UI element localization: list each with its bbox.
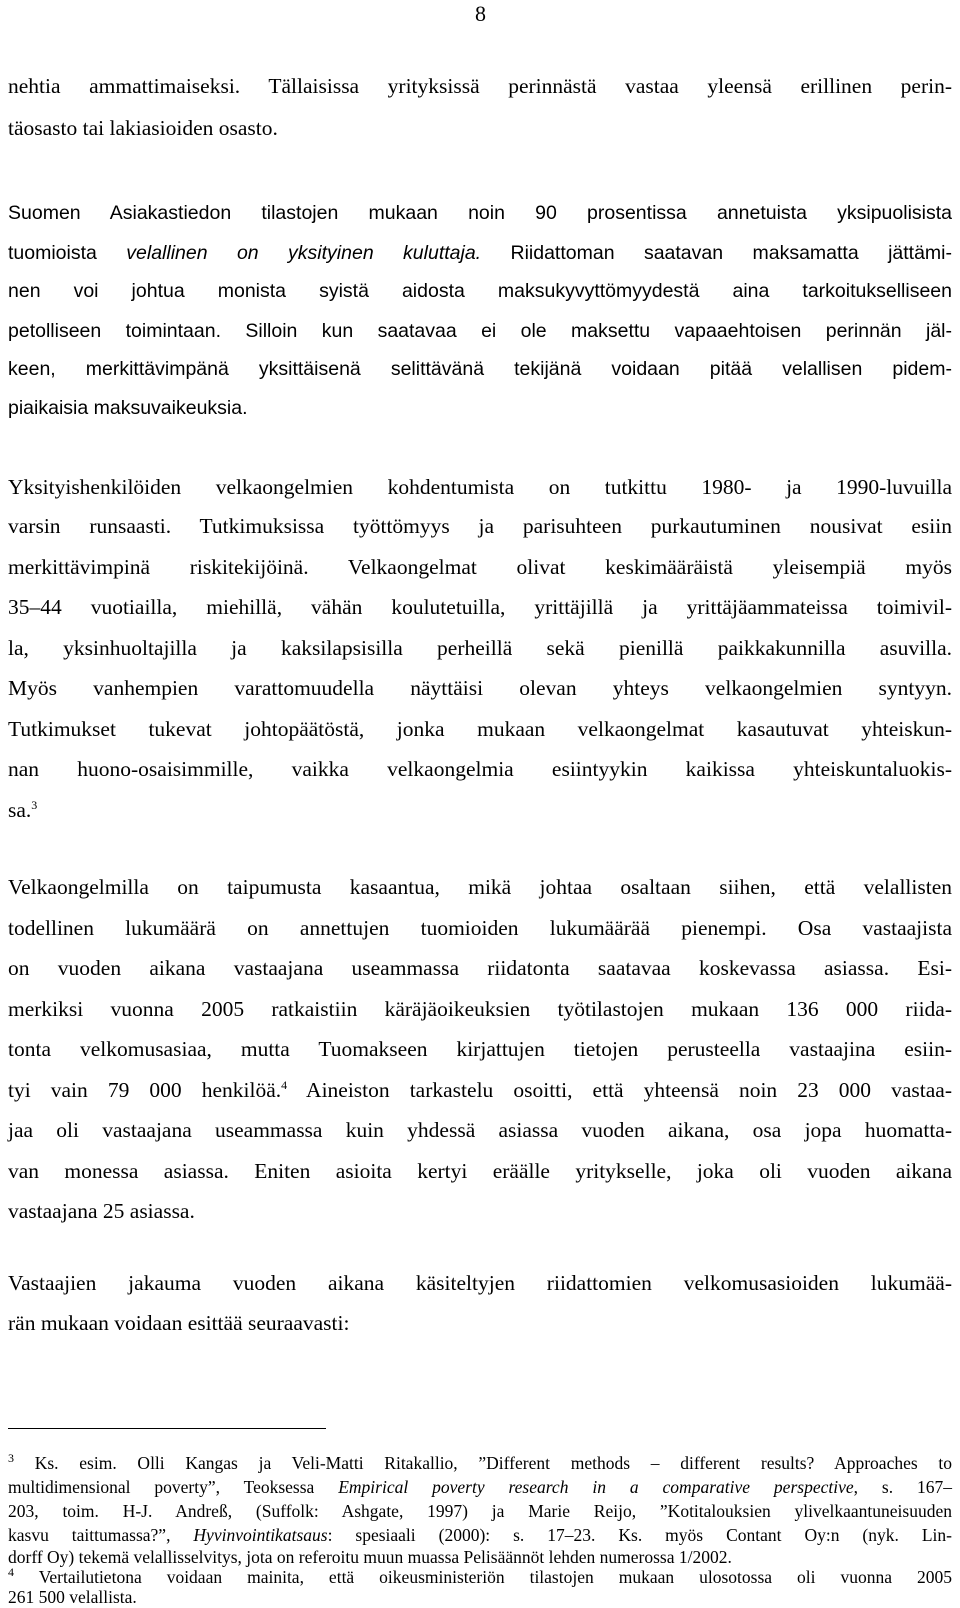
text-span: Vertailutietona voidaan mainita, että oikeusministeriön tilastojen mukaan ulosotossa oli vuonna 2005	[38, 1567, 953, 1587]
italic-text: velallinen on yksityinen kuluttaja.	[126, 242, 482, 264]
footnote-ref-3[interactable]: 3	[31, 797, 38, 812]
text-span: Aineiston tarkastelu osoitti, että yhteensä noin 23 000 vastaa-	[287, 1078, 953, 1102]
footnote-3-line: dorff Oy) tekemä velallisselvitys, jota on referoitu muun muassa Pelisäännöt lehden numerossa 1/2002.	[8, 1547, 732, 1567]
text-line: Velkaongelmilla on taipumusta kasaantua, mikä johtaa osaltaan siihen, että velallisten	[8, 875, 952, 899]
footnote-3-line	[8, 1524, 952, 1546]
text-line: merkittävimpinä riskitekijöinä. Velkaongelmat olivat keskimääräistä yleisempiä myös	[8, 555, 952, 579]
text-line: nen voi johtua monista syistä aidosta maksukyvyttömyydestä aina tarkoitukselliseen	[8, 280, 952, 302]
text-span: : spesiaali (2000): s. 17–23. Ks. myös Contant Oy:n (nyk. Lin-	[327, 1525, 952, 1545]
text-line: varsin runsaasti. Tutkimuksissa työttömyys ja parisuhteen purkautuminen nousivat esiin	[8, 514, 952, 538]
text-span: Ks. esim. Olli Kangas ja Veli-Matti Ritakallio, ”Different methods – different results? Approaches to	[34, 1453, 952, 1473]
text-line: Myös vanhempien varattomuudella näyttäisi olevan yhteys velkaongelmien syntyyn.	[8, 676, 952, 700]
page-number: 8	[475, 1, 486, 26]
text-line: täosasto tai lakiasioiden osasto.	[8, 116, 278, 140]
text-line: piaikaisia maksuvaikeuksia.	[8, 397, 248, 419]
footnote-number-4: 4	[8, 1565, 14, 1580]
text-span: Riidattoman saatavan maksamatta jättämi-	[481, 242, 952, 264]
footnote-3-line	[8, 1452, 952, 1474]
text-span: tuomioista	[8, 242, 127, 264]
footnote-ref-4[interactable]: 4	[281, 1077, 288, 1092]
text-line: merkiksi vuonna 2005 ratkaistiin käräjäoikeuksien työtilastojen mukaan 136 000 riida-	[8, 997, 952, 1021]
text-span: tyi vain 79 000 henkilöä.	[8, 1078, 282, 1102]
text-line: keen, merkittävimpänä yksittäisenä selittävänä tekijänä voidaan pitää velallisen pidem-	[8, 358, 952, 380]
text-line: nehtia ammattimaiseksi. Tällaisissa yrityksissä perinnästä vastaa yleensä erillinen perin-	[8, 74, 952, 98]
text-line	[8, 238, 952, 267]
text-line	[8, 316, 952, 345]
text-line: Tutkimukset tukevat johtopäätöstä, jonka mukaan velkaongelmat kasautuvat yhteiskun-	[8, 717, 952, 741]
italic-text: Empirical poverty research in a comparative perspective	[338, 1477, 854, 1497]
footnote-3-line	[8, 1476, 952, 1498]
footnote-4-line	[8, 1566, 952, 1588]
footnote-4-line: 261 500 velallista.	[8, 1587, 137, 1607]
text-span: petolliseen toimintaan.	[8, 320, 221, 342]
text-line	[8, 796, 952, 824]
text-span: kasvu taittumassa?”,	[8, 1525, 194, 1545]
italic-text: Hyvinvointikatsaus	[193, 1525, 328, 1545]
text-span: multidimensional poverty”, Teoksessa	[8, 1477, 339, 1497]
text-line: nan huono-osaisimmille, vaikka velkaongelmia esiintyykin kaikissa yhteiskuntaluokis-	[8, 757, 952, 781]
text-line	[8, 1076, 952, 1104]
text-line: la, yksinhuoltajilla ja kaksilapsisilla perheillä sekä pienillä paikkakunnilla asuvilla.	[8, 636, 952, 660]
text-line: rän mukaan voidaan esittää seuraavasti:	[8, 1311, 350, 1335]
text-line: Suomen Asiakastiedon tilastojen mukaan noin 90 prosentissa annetuista yksipuolisista	[8, 202, 952, 224]
text-line: jaa oli vastaajana useammassa kuin yhdessä asiassa vuoden aikana, osa jopa huomatta-	[8, 1118, 952, 1142]
text-span: sa.	[8, 798, 32, 822]
footnote-separator	[8, 1428, 326, 1429]
text-span: , s. 167–	[853, 1477, 952, 1497]
text-line: vastaajana 25 asiassa.	[8, 1199, 195, 1223]
text-line: Yksityishenkilöiden velkaongelmien kohdentumista on tutkittu 1980- ja 1990-luvuilla	[8, 475, 952, 499]
text-span: Silloin kun saatavaa ei ole maksettu vapaaehtoisen perinnän jäl-	[221, 320, 952, 342]
text-line: on vuoden aikana vastaajana useammassa riidatonta saatavaa koskevassa asiassa. Esi-	[8, 956, 952, 980]
footnote-3-line: 203, toim. H-J. Andreß, (Suffolk: Ashgate, 1997) ja Marie Reijo, ”Kotitalouksien ylivelkaantuneisuuden	[8, 1501, 952, 1521]
text-line: 35–44 vuotiailla, miehillä, vähän koulutetuilla, yrittäjillä ja yrittäjäammateissa toimivil-	[8, 595, 952, 619]
text-line: tonta velkomusasiaa, mutta Tuomakseen kirjattujen tietojen perusteella vastaajina esiin-	[8, 1037, 952, 1061]
text-line: van monessa asiassa. Eniten asioita kertyi eräälle yritykselle, joka oli vuoden aikana	[8, 1159, 952, 1183]
text-line: todellinen lukumäärä on annettujen tuomioiden lukumäärää pienempi. Osa vastaajista	[8, 916, 952, 940]
footnote-number-3: 3	[8, 1451, 14, 1466]
text-line: Vastaajien jakauma vuoden aikana käsiteltyjen riidattomien velkomusasioiden lukumää-	[8, 1271, 952, 1295]
